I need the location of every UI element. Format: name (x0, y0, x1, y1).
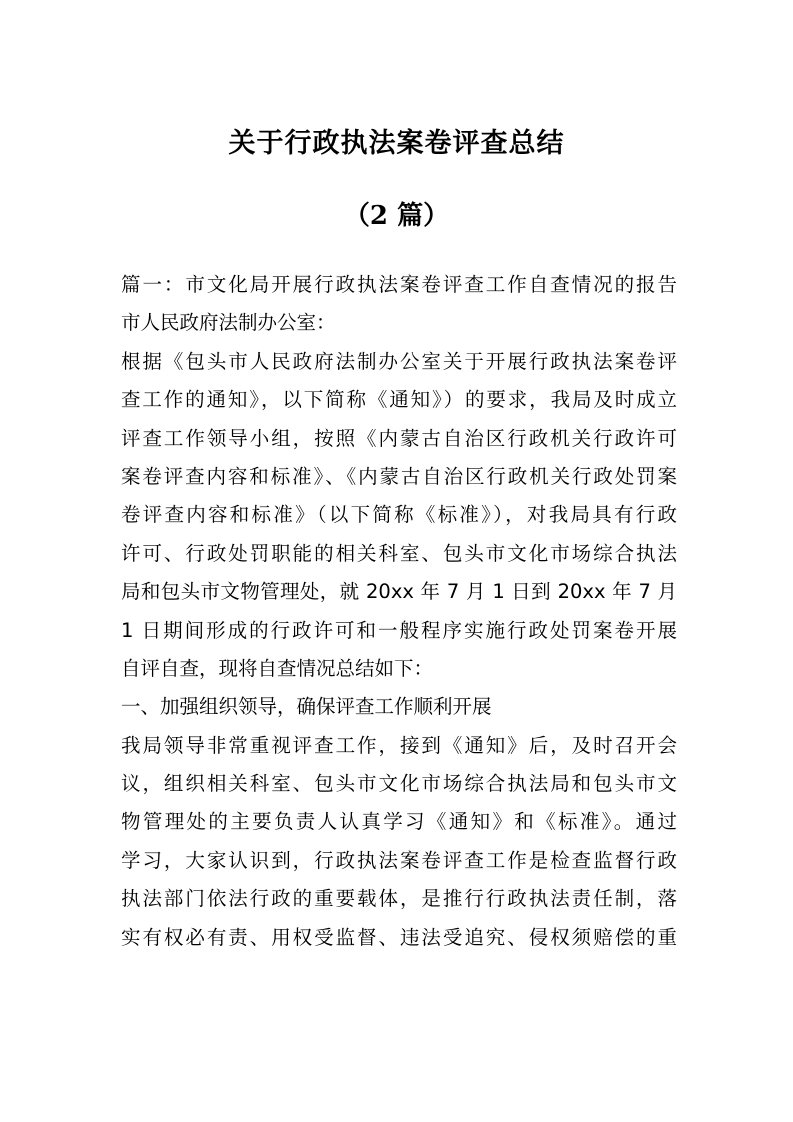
body-line: 我局领导非常重视评查工作，接到《通知》后，及时召开会 (121, 733, 677, 757)
body-line: 卷评查内容和标准》（以下简称《标准》），对我局具有行政 (121, 503, 677, 527)
body-line: 物管理处的主要负责人认真学习《通知》和《标准》。通过 (121, 810, 677, 834)
body-line: 许可、行政处罚职能的相关科室、包头市文化市场综合执法 (121, 541, 677, 565)
body-line: 市人民政府法制办公室： (121, 311, 336, 335)
body-line: 查工作的通知》，以下简称《通知》）的要求，我局及时成立 (121, 388, 677, 412)
body-line: 实有权必有责、用权受监督、违法受追究、侵权须赔偿的重 (121, 925, 677, 949)
document-subtitle: （2 篇） (343, 201, 450, 231)
body-line: 根据《包头市人民政府法制办公室关于开展行政执法案卷评 (121, 349, 677, 373)
body-line: 执法部门依法行政的重要载体，是推行行政执法责任制，落 (121, 887, 677, 911)
body-line: 评查工作领导小组，按照《内蒙古自治区行政机关行政许可 (121, 426, 677, 450)
body-line: 1 日期间形成的行政许可和一般程序实施行政处罚案卷开展 (121, 618, 677, 642)
section-heading: 一、加强组织领导，确保评查工作顺利开展 (121, 695, 492, 719)
body-line: 篇一：市文化局开展行政执法案卷评查工作自查情况的报告 (121, 273, 677, 296)
body-line: 局和包头市文物管理处，就 20xx 年 7 月 1 日到 20xx 年 7 月 (121, 580, 677, 604)
body-line: 议，组织相关科室、包头市文化市场综合执法局和包头市文 (121, 772, 677, 796)
body-line: 案卷评查内容和标准》、《内蒙古自治区行政机关行政处罚案 (121, 464, 677, 488)
document-title: 关于行政执法案卷评查总结 (228, 128, 565, 159)
body-line: 学习，大家认识到，行政执法案卷评查工作是检查监督行政 (121, 848, 677, 872)
body-line: 自评自查，现将自查情况总结如下： (121, 656, 434, 680)
document-body (121, 266, 677, 957)
